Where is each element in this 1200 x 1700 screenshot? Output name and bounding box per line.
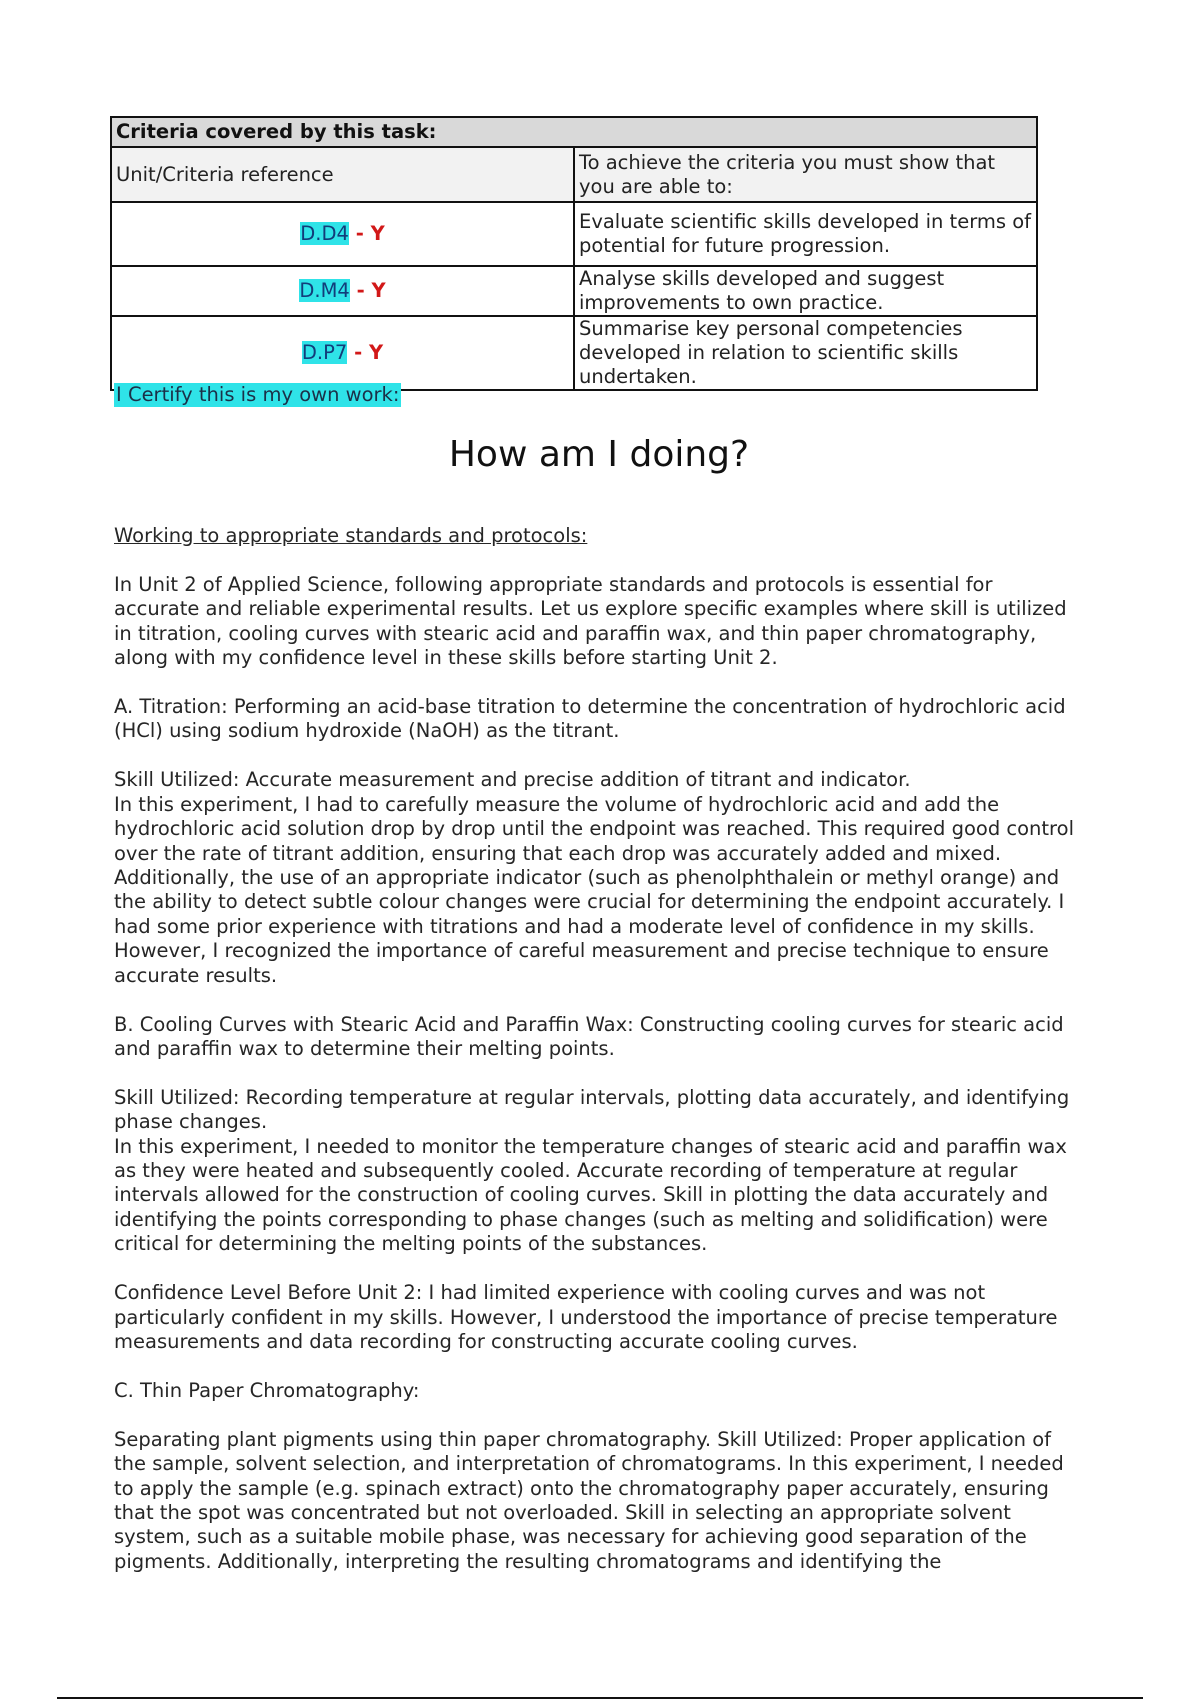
titration-paragraph: In this experiment, I had to carefully measure the volume of hydrochloric acid and add the hydrochloric acid solution drop by drop until the endpoint was reached. This required good control over the rate of titrant addition, ensuring that each drop was accurately added and mixed. Additionally, the use of an appropriate indicator (such as phenolphthalein or methyl orange) and the ability to detect subtle colour changes were crucial for determining the endpoint accurately. I had some prior experience with titrations and had a moderate level of confidence in my skills. However, I recognized the importance of careful measurement and precise technique to ensure accurate results. (114, 792, 1074, 987)
intro-paragraph: In Unit 2 of Applied Science, following appropriate standards and protocols is essential for accurate and reliable experimental results. Let us explore specific examples where skill is utilized in titration, cooling curves with stearic acid and paraffin wax, and thin paper chromatography, along with my confidence level in these skills before starting Unit 2. (114, 572, 1067, 670)
criteria-code: D.D4 (300, 222, 349, 245)
criteria-separator: - (348, 222, 371, 245)
criteria-table-column-row (111, 147, 1037, 202)
chromatography-paragraph: Separating plant pigments using thin paper chromatography. Skill Utilized: Proper application of the sample, solvent selection, and interpretation of chromatograms. In this experiment, I needed to apply the sample (e.g. spinach extract) onto the chromatography paper accurately, ensuring that the spot was concentrated but not overloaded. Skill in selecting an appropriate solvent system, such as a suitable mobile phase, was necessary for achieving good separation of the pigments. Additionally, interpreting the resulting chromatograms and identifying the (114, 1427, 1064, 1573)
cooling-paragraph: In this experiment, I needed to monitor the temperature changes of stearic acid and paraffin wax as they were heated and subsequently cooled. Accurate recording of temperature at regular intervals allowed for the construction of cooling curves. Skill in plotting the data accurately and identifying the points corresponding to phase changes (such as melting and solidification) were critical for determining the melting points of the substances. (114, 1134, 1067, 1256)
page-title-text: How am I doing? (448, 434, 750, 475)
certify-statement: I Certify this is my own work: (116, 383, 400, 406)
criteria-separator: - (349, 279, 372, 302)
criteria-row (111, 266, 1037, 316)
criteria-description: Summarise key personal competencies developed in relation to scientific skills undertaken. (574, 316, 1037, 390)
criteria-table-header-row (111, 117, 1037, 147)
criteria-description: Evaluate scientific skills developed in terms of potential for future progression. (574, 202, 1037, 266)
criteria-code-cell (111, 266, 574, 316)
criteria-code: D.P7 (301, 341, 348, 364)
criteria-code: D.M4 (299, 279, 350, 302)
criteria-description: Analyse skills developed and suggest improvements to own practice. (574, 266, 1037, 316)
cooling-skill: Skill Utilized: Recording temperature at regular intervals, plotting data accurately, and identifying phase changes. (114, 1085, 1070, 1134)
cooling-heading: B. Cooling Curves with Stearic Acid and Paraffin Wax: Constructing cooling curves for stearic acid and paraffin wax to determine their melting points. (114, 1012, 1064, 1060)
criteria-code-cell (111, 202, 574, 266)
criteria-row (111, 316, 1037, 390)
criteria-separator: - (347, 341, 369, 364)
column-header-reference: Unit/Criteria reference (111, 147, 574, 202)
footer-divider (57, 1697, 1143, 1699)
cooling-confidence: Confidence Level Before Unit 2: I had limited experience with cooling curves and was not particularly confident in my skills. However, I understood the importance of precise temperature measurements and data recording for constructing accurate cooling curves. (114, 1281, 1058, 1353)
criteria-grade: Y (370, 222, 385, 245)
criteria-row (111, 202, 1037, 266)
criteria-table (110, 116, 1038, 391)
document-body (114, 524, 1074, 1599)
titration-heading: A. Titration: Performing an acid-base titration to determine the concentration of hydrochloric acid (HCl) using sodium hydroxide (NaOH) as the titrant. (114, 695, 1066, 743)
criteria-code-cell (111, 316, 574, 390)
column-header-description: To achieve the criteria you must show that you are able to: (574, 147, 1037, 202)
criteria-grade: Y (368, 341, 384, 364)
titration-skill: Skill Utilized: Accurate measurement and precise addition of titrant and indicator. (114, 768, 911, 792)
page-title (0, 432, 1200, 478)
criteria-grade: Y (371, 279, 386, 302)
criteria-table-header: Criteria covered by this task: (111, 117, 1037, 147)
chromatography-heading: C. Thin Paper Chromatography: (114, 1378, 420, 1402)
section-heading: Working to appropriate standards and protocols: (114, 524, 588, 547)
